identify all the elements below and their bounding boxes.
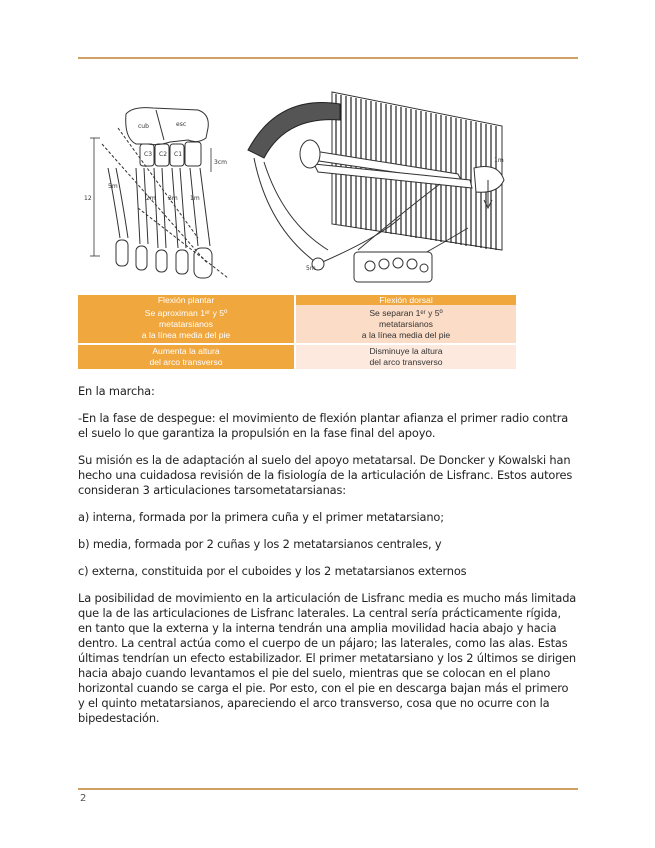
label-c3: C1 (174, 151, 183, 158)
table-row (78, 344, 516, 369)
table-row (78, 305, 516, 344)
header-plantar-flexion: Flexión plantar (78, 295, 295, 305)
header-dorsal-flexion: Flexión dorsal (295, 295, 516, 305)
label-5m-left: 5m (108, 183, 118, 190)
paragraph-item-c: c) externa, constituida por el cuboides y los 2 metatarsianos externos (78, 564, 467, 578)
header-rule (78, 57, 578, 59)
cell-dorsal-row2: Disminuye la altura del arco transverso (295, 344, 516, 369)
label-1m: 1m (190, 195, 200, 202)
paragraph-item-b: b) media, formada por 2 cuñas y los 2 metatarsianos centrales, y (78, 537, 442, 551)
paragraph-despegue: -En la fase de despegue: el movimiento de flexión plantar afianza el primer radio contra el suelo lo que garantiza la propulsión en la fase final del apoyo. (78, 411, 569, 440)
cell-plantar-row1: Se aproximan 1ᵉʳ y 5º metatarsianos a la línea media del pie (78, 305, 295, 344)
cell-dorsal-row1: Se separan 1ᵉʳ y 5º metatarsianos a la línea media del pie (295, 305, 516, 344)
label-2m: 2m (146, 195, 156, 202)
label-5m-right: 5m (306, 265, 316, 272)
label-3cm: 3cm (214, 159, 227, 166)
cell-plantar-row2: Aumenta la altura del arco transverso (78, 344, 295, 369)
label-cub: cub (138, 123, 149, 130)
table-header-row (78, 295, 516, 305)
footer-rule (78, 788, 578, 790)
label-1m-right: 1m (494, 157, 504, 164)
label-esc: esc (176, 121, 187, 128)
paragraph-item-a: a) interna, formada por la primera cuña y el primer metatarsiano; (78, 510, 444, 524)
label-12: 12 (84, 195, 92, 202)
label-c2: C2 (159, 151, 168, 158)
foot-anatomy-figure (78, 88, 516, 295)
body-text (78, 384, 578, 738)
flexion-comparison-table (78, 295, 516, 369)
label-c1: C3 (144, 151, 153, 158)
label-3m: 3m (168, 195, 178, 202)
paragraph-mision: Su misión es la de adaptación al suelo del apoyo metatarsal. De Doncker y Kowalski han hecho una cuidadosa revisión de la fisiología de la articulación de Lisfranc. Estos autores consideran 3 articulaciones tarsometatarsianas: (78, 453, 573, 497)
paragraph-lisfranc: La posibilidad de movimiento en la articulación de Lisfranc media es mucho más limitada que la de las articulaciones de Lisfranc laterales. La central sería prácticamente rígida, en tanto que la externa y la interna tendrán una amplia movilidad hacia abajo y hacia dentro. La central actúa como el cuerpo de un pájaro; las laterales, como las alas. Estas últimas tendrían un efecto estabilizador. El primer metatarsiano y los 2 últimos se dirigen hacia abajo cuando levantamos el pie del suelo, mientras que se colocan en el plano horizontal cuando se carga el pie. Por esto, con el pie en descarga bajan más el primero y el quinto metatarsianos, apareciendo el arco transverso, cosa que no ocurre con la bipedestación. (78, 591, 577, 725)
page-number: 2 (80, 793, 87, 804)
paragraph-marcha: En la marcha: (78, 384, 155, 398)
